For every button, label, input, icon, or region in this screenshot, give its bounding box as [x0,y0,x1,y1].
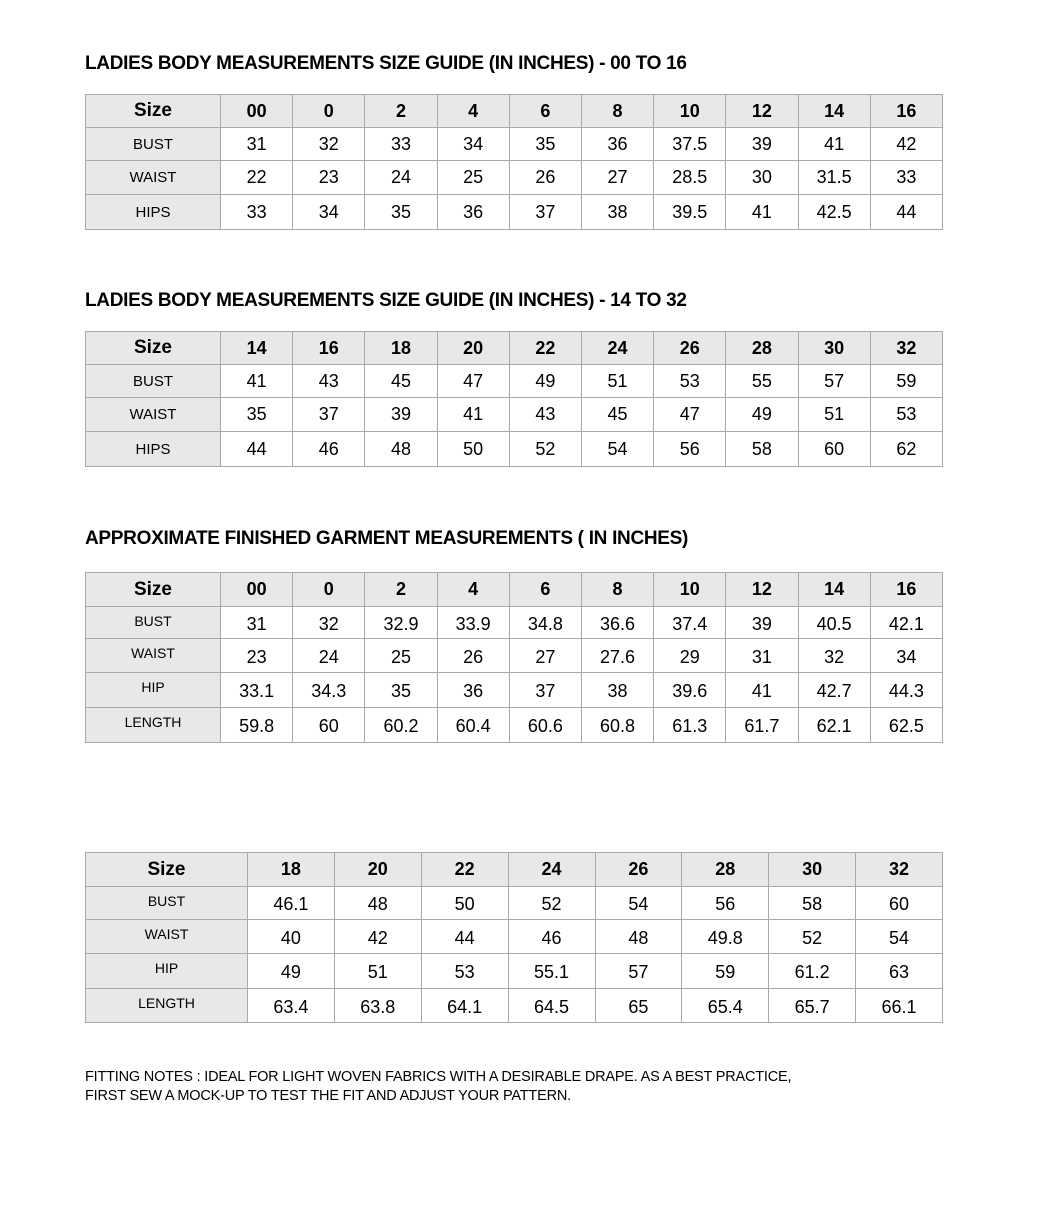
table-row [86,432,943,467]
measurement-cell: 41 [437,398,509,432]
measurement-cell: 37 [509,673,581,708]
size-table-body-14-32 [85,331,943,467]
size-header-cell: 16 [870,573,942,607]
measurement-cell: 42.5 [798,195,870,230]
measurement-cell: 23 [221,639,293,673]
measurement-cell: 44 [221,432,293,467]
measurement-cell: 40.5 [798,607,870,639]
measurement-cell: 32 [293,128,365,161]
measurement-cell: 25 [365,639,437,673]
measurement-cell: 66.1 [856,989,943,1023]
measurement-cell: 31 [221,128,293,161]
size-header-cell: 14 [798,95,870,128]
measurement-cell: 48 [595,920,682,954]
fitting-notes [85,1068,885,1106]
size-header-cell: 20 [437,332,509,365]
measurement-cell: 34.8 [509,607,581,639]
measurement-cell: 60 [798,432,870,467]
size-header-cell: 00 [221,573,293,607]
table-row [86,887,943,920]
measurement-cell: 37.4 [654,607,726,639]
measurement-cell: 55 [726,365,798,398]
measurement-cell: 60 [293,708,365,743]
measurement-cell: 42 [334,920,421,954]
size-header-cell: 22 [509,332,581,365]
measurement-cell: 23 [293,161,365,195]
row-label: LENGTH [86,989,248,1023]
table-row [86,398,943,432]
measurement-cell: 47 [654,398,726,432]
size-header-cell: 14 [221,332,293,365]
table-row [86,365,943,398]
row-label: HIPS [86,195,221,230]
measurement-cell: 40 [248,920,335,954]
measurement-cell: 50 [421,887,508,920]
row-label: BUST [86,887,248,920]
measurement-cell: 52 [509,432,581,467]
measurement-cell: 44.3 [870,673,942,708]
size-header-label: Size [86,332,221,365]
section-title-garment: APPROXIMATE FINISHED GARMENT MEASUREMENTS ( IN INCHES) [85,528,689,549]
measurement-cell: 31 [726,639,798,673]
measurement-cell: 27 [581,161,653,195]
size-header-cell: 8 [581,573,653,607]
measurement-cell: 39 [365,398,437,432]
measurement-cell: 33 [870,161,942,195]
measurement-cell: 30 [726,161,798,195]
measurement-cell: 49 [726,398,798,432]
measurement-cell: 63.8 [334,989,421,1023]
measurement-cell: 41 [221,365,293,398]
measurement-cell: 33.1 [221,673,293,708]
size-header-cell: 2 [365,573,437,607]
measurement-cell: 31 [221,607,293,639]
measurement-cell: 65.7 [769,989,856,1023]
size-header-cell: 24 [581,332,653,365]
size-header-cell: 8 [581,95,653,128]
size-header-cell: 6 [509,95,581,128]
size-table-garment-00-16 [85,572,943,743]
size-header-label: Size [86,573,221,607]
measurement-cell: 37.5 [654,128,726,161]
size-header-cell: 12 [726,573,798,607]
measurement-cell: 51 [334,954,421,989]
measurement-cell: 34 [293,195,365,230]
size-header-cell: 6 [509,573,581,607]
measurement-cell: 50 [437,432,509,467]
section-title-body-00-16: LADIES BODY MEASUREMENTS SIZE GUIDE (IN INCHES) - 00 TO 16 [85,53,687,74]
measurement-cell: 48 [334,887,421,920]
measurement-cell: 54 [581,432,653,467]
table-row [86,195,943,230]
measurement-cell: 60 [856,887,943,920]
row-label: HIP [86,673,221,708]
size-table-body-00-16 [85,94,943,230]
measurement-cell: 29 [654,639,726,673]
measurement-cell: 36 [581,128,653,161]
size-header-cell: 16 [293,332,365,365]
measurement-cell: 60.8 [581,708,653,743]
measurement-cell: 57 [798,365,870,398]
measurement-cell: 32 [293,607,365,639]
measurement-cell: 43 [293,365,365,398]
table-row [86,161,943,195]
measurement-cell: 64.1 [421,989,508,1023]
size-header-cell: 30 [798,332,870,365]
measurement-cell: 53 [654,365,726,398]
measurement-cell: 62.1 [798,708,870,743]
measurement-cell: 61.7 [726,708,798,743]
measurement-cell: 45 [581,398,653,432]
size-header-cell: 26 [654,332,726,365]
measurement-cell: 37 [293,398,365,432]
measurement-cell: 33 [221,195,293,230]
measurement-cell: 24 [293,639,365,673]
measurement-cell: 53 [870,398,942,432]
size-header-cell: 26 [595,853,682,887]
measurement-cell: 36 [437,673,509,708]
size-table-garment-18-32 [85,852,943,1023]
table-row [86,920,943,954]
header-row [86,95,943,128]
row-label: WAIST [86,161,221,195]
size-header-cell: 18 [365,332,437,365]
row-label: LENGTH [86,708,221,743]
measurement-cell: 53 [421,954,508,989]
size-header-cell: 4 [437,95,509,128]
measurement-cell: 33.9 [437,607,509,639]
measurement-cell: 60.6 [509,708,581,743]
measurement-cell: 41 [726,195,798,230]
measurement-cell: 56 [654,432,726,467]
measurement-cell: 65.4 [682,989,769,1023]
measurement-cell: 35 [365,195,437,230]
measurement-cell: 37 [509,195,581,230]
measurement-cell: 31.5 [798,161,870,195]
fitting-notes-line-1: FITTING NOTES : IDEAL FOR LIGHT WOVEN FABRICS WITH A DESIRABLE DRAPE. AS A BEST PRACTICE, [85,1069,792,1085]
measurement-cell: 38 [581,673,653,708]
measurement-cell: 54 [595,887,682,920]
measurement-cell: 46 [508,920,595,954]
measurement-cell: 43 [509,398,581,432]
measurement-cell: 51 [581,365,653,398]
header-row [86,332,943,365]
measurement-cell: 36 [437,195,509,230]
size-header-cell: 24 [508,853,595,887]
measurement-cell: 28.5 [654,161,726,195]
row-label: BUST [86,128,221,161]
measurement-cell: 54 [856,920,943,954]
measurement-cell: 32.9 [365,607,437,639]
measurement-cell: 24 [365,161,437,195]
measurement-cell: 47 [437,365,509,398]
size-header-cell: 32 [870,332,942,365]
measurement-cell: 42.7 [798,673,870,708]
size-header-cell: 0 [293,95,365,128]
measurement-cell: 46.1 [248,887,335,920]
measurement-cell: 63.4 [248,989,335,1023]
measurement-cell: 33 [365,128,437,161]
size-header-cell: 22 [421,853,508,887]
fitting-notes-line-2: FIRST SEW A MOCK-UP TO TEST THE FIT AND ADJUST YOUR PATTERN. [85,1088,571,1104]
measurement-cell: 60.2 [365,708,437,743]
measurement-cell: 51 [798,398,870,432]
measurement-cell: 41 [726,673,798,708]
size-header-cell: 18 [248,853,335,887]
size-header-cell: 32 [856,853,943,887]
measurement-cell: 34.3 [293,673,365,708]
measurement-cell: 45 [365,365,437,398]
measurement-cell: 26 [437,639,509,673]
size-header-cell: 20 [334,853,421,887]
size-header-cell: 00 [221,95,293,128]
measurement-cell: 46 [293,432,365,467]
size-header-cell: 4 [437,573,509,607]
measurement-cell: 58 [769,887,856,920]
measurement-cell: 38 [581,195,653,230]
row-label: WAIST [86,920,248,954]
measurement-cell: 56 [682,887,769,920]
measurement-cell: 60.4 [437,708,509,743]
measurement-cell: 63 [856,954,943,989]
section-title-body-14-32: LADIES BODY MEASUREMENTS SIZE GUIDE (IN INCHES) - 14 TO 32 [85,290,687,311]
row-label: BUST [86,607,221,639]
measurement-cell: 36.6 [581,607,653,639]
measurement-cell: 49 [248,954,335,989]
size-header-cell: 28 [726,332,798,365]
size-header-label: Size [86,853,248,887]
row-label: HIP [86,954,248,989]
row-label: BUST [86,365,221,398]
measurement-cell: 35 [365,673,437,708]
size-header-cell: 12 [726,95,798,128]
measurement-cell: 35 [509,128,581,161]
measurement-cell: 41 [798,128,870,161]
size-header-cell: 16 [870,95,942,128]
size-header-cell: 0 [293,573,365,607]
table-row [86,639,943,673]
measurement-cell: 61.2 [769,954,856,989]
table-row [86,708,943,743]
measurement-cell: 59 [870,365,942,398]
measurement-cell: 61.3 [654,708,726,743]
measurement-cell: 39.6 [654,673,726,708]
measurement-cell: 32 [798,639,870,673]
measurement-cell: 39.5 [654,195,726,230]
measurement-cell: 57 [595,954,682,989]
measurement-cell: 39 [726,607,798,639]
table-row [86,673,943,708]
table-row [86,607,943,639]
measurement-cell: 27.6 [581,639,653,673]
measurement-cell: 34 [870,639,942,673]
measurement-cell: 65 [595,989,682,1023]
measurement-cell: 42 [870,128,942,161]
measurement-cell: 52 [508,887,595,920]
row-label: WAIST [86,398,221,432]
measurement-cell: 42.1 [870,607,942,639]
size-header-cell: 28 [682,853,769,887]
measurement-cell: 39 [726,128,798,161]
measurement-cell: 59.8 [221,708,293,743]
measurement-cell: 62.5 [870,708,942,743]
measurement-cell: 55.1 [508,954,595,989]
measurement-cell: 26 [509,161,581,195]
measurement-cell: 62 [870,432,942,467]
table-row [86,128,943,161]
size-header-cell: 10 [654,95,726,128]
table-row [86,989,943,1023]
measurement-cell: 25 [437,161,509,195]
measurement-cell: 52 [769,920,856,954]
measurement-cell: 49 [509,365,581,398]
measurement-cell: 44 [870,195,942,230]
table-row [86,954,943,989]
size-header-label: Size [86,95,221,128]
measurement-cell: 58 [726,432,798,467]
size-header-cell: 30 [769,853,856,887]
measurement-cell: 59 [682,954,769,989]
size-header-cell: 2 [365,95,437,128]
row-label: HIPS [86,432,221,467]
size-header-cell: 10 [654,573,726,607]
measurement-cell: 22 [221,161,293,195]
row-label: WAIST [86,639,221,673]
measurement-cell: 34 [437,128,509,161]
measurement-cell: 64.5 [508,989,595,1023]
measurement-cell: 44 [421,920,508,954]
measurement-cell: 27 [509,639,581,673]
measurement-cell: 35 [221,398,293,432]
size-header-cell: 14 [798,573,870,607]
header-row [86,573,943,607]
measurement-cell: 48 [365,432,437,467]
header-row [86,853,943,887]
measurement-cell: 49.8 [682,920,769,954]
